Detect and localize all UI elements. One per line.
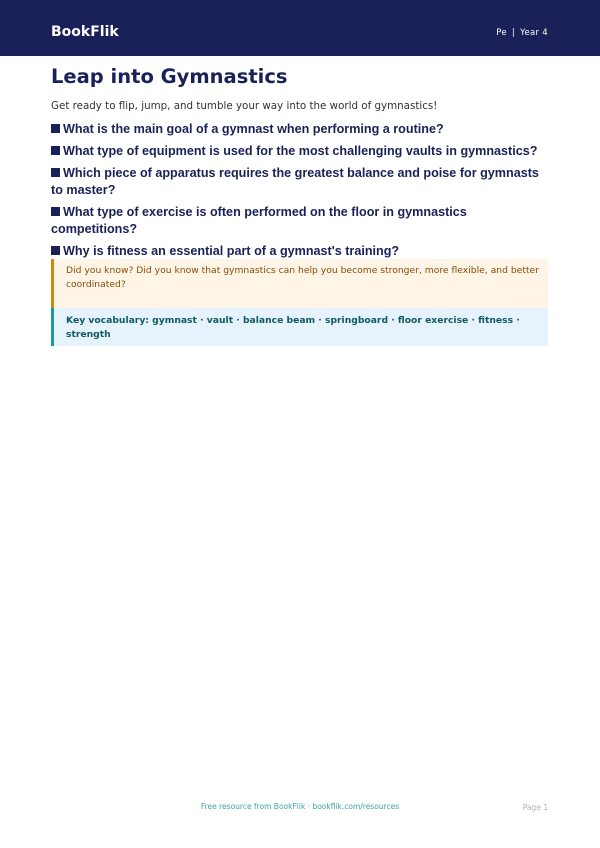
question-text: Why is fitness an essential part of a gymnast's training? [63, 244, 400, 258]
question-text: Which piece of apparatus requires the greatest balance and poise for gymnasts to master? [51, 166, 539, 197]
vocabulary-text: Key vocabulary: gymnast · vault · balance beam · springboard · floor exercise · fitness · strength [66, 315, 520, 340]
header-bar [0, 0, 600, 56]
footer-link[interactable]: Free resource from BookFlik · bookflik.com/resources [200, 802, 400, 811]
question-text: What is the main goal of a gymnast when performing a routine? [63, 122, 444, 136]
subject-year-label [496, 27, 548, 39]
square-bullet-icon [51, 146, 60, 155]
meta-separator: | [511, 28, 516, 38]
question-text: What type of equipment is used for the most challenging vaults in gymnastics? [63, 144, 538, 158]
brand-logo[interactable]: BookFlik [51, 24, 119, 40]
year-label: Year 4 [520, 28, 548, 38]
page-title: Leap into Gymnastics [51, 65, 288, 88]
vocabulary-callout [51, 308, 548, 346]
square-bullet-icon [51, 246, 60, 255]
square-bullet-icon [51, 124, 60, 133]
square-bullet-icon [51, 207, 60, 216]
question-list [51, 121, 551, 265]
did-you-know-callout [51, 259, 548, 308]
did-you-know-text: Did you know? Did you know that gymnastics can help you become stronger, more flexible, and better coordinated? [66, 265, 539, 290]
question-item [51, 165, 551, 199]
subject-label: Pe [496, 28, 507, 38]
page-number: Page 1 [522, 803, 548, 812]
question-item [51, 143, 551, 160]
square-bullet-icon [51, 168, 60, 177]
question-text: What type of exercise is often performed on the floor in gymnastics competitions? [51, 205, 467, 236]
question-item [51, 121, 551, 138]
intro-text: Get ready to flip, jump, and tumble your way into the world of gymnastics! [51, 100, 438, 112]
question-item [51, 204, 551, 238]
question-item [51, 243, 551, 260]
